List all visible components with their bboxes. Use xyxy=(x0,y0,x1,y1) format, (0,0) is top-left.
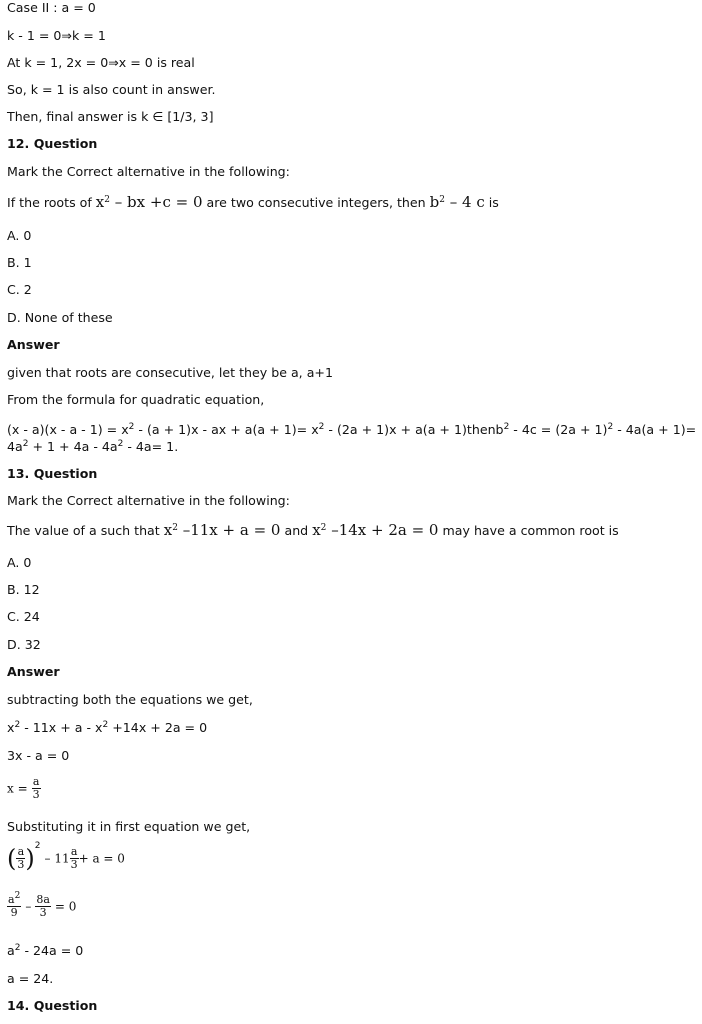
q12-stem-middle: are two consecutive integers, then xyxy=(206,195,426,210)
q13-answer-heading: Answer xyxy=(7,664,60,679)
q12-option-c: C. 2 xyxy=(7,282,32,297)
q13-step-3: $a^2 - 24a = 0$ xyxy=(7,943,84,958)
q13-x-equals-a-over-3: x = $\frac{a}{3}$ xyxy=(7,775,40,801)
q13-fraction-equation: $\frac{a^2}{9}$ – $\frac{8a}{3}$ = 0 xyxy=(8,891,77,919)
q13-heading: 13. Question xyxy=(7,466,98,481)
q13-explanation-2: Substituting it in first equation we get, xyxy=(7,819,251,834)
q12-explanation-1: given that roots are consecutive, let they be a, a+1 xyxy=(7,365,333,380)
q12-derivation-line-1: $(x - a)(x - a - 1) = x^2 - (a + 1)x$ - ax + $a(a + 1)= x^2 - (2a + 1)x + a(a$ + 1)thenb$^2$ - $4c = (2a + 1)^2 - 4a(a + 1)=$ xyxy=(7,422,697,437)
q13-explanation-1: subtracting both the equations we get, xyxy=(7,692,253,707)
q13-step-1: $x^2 - 11x + a - x^2 +14x + 2a = 0$ xyxy=(7,720,208,735)
k-equation-line: k - 1 = 0⇒k = 1 xyxy=(7,28,106,43)
q12-equation: $x^2$ – bx +c = 0 xyxy=(95,193,203,211)
so-k-line: So, k = 1 is also count in answer. xyxy=(7,82,216,97)
q12-option-a: A. 0 xyxy=(7,228,32,243)
q12-instruction: Mark the Correct alternative in the following: xyxy=(7,164,290,179)
q13-option-a: A. 0 xyxy=(7,555,32,570)
q13-stem-and: and xyxy=(284,523,309,538)
final-answer-line: Then, final answer is k ∈ [1/3, 3] xyxy=(7,109,214,124)
q12-stem-end: is xyxy=(488,195,499,210)
q13-option-c: C. 24 xyxy=(7,609,40,624)
q12-stem xyxy=(7,194,499,211)
q12-explanation-2: From the formula for quadratic equation, xyxy=(7,392,265,407)
q13-option-d: D. 32 xyxy=(7,637,41,652)
q12-derivation-line-2: $4a^2 + 1 + 4a - 4a^2 - 4a= 1$. xyxy=(7,439,179,454)
q13-stem-start: The value of a such that xyxy=(7,523,160,538)
q12-expression: $b^2 - 4$ c xyxy=(429,193,485,211)
q13-stem xyxy=(7,522,619,539)
q12-option-d: D. None of these xyxy=(7,310,113,325)
q12-stem-start: If the roots of xyxy=(7,195,92,210)
q13-step-4: a = 24. xyxy=(7,971,54,986)
q13-instruction: Mark the Correct alternative in the following: xyxy=(7,493,290,508)
q13-stem-end: may have a common root is xyxy=(442,523,619,538)
at-k-line: At k = 1, 2x = 0⇒x = 0 is real xyxy=(7,55,195,70)
q13-option-b: B. 12 xyxy=(7,582,40,597)
q14-heading: 14. Question xyxy=(7,998,98,1013)
fraction-a-over-3: $\frac{a}{3}$ xyxy=(32,775,40,801)
case-two-line: Case II : a = 0 xyxy=(7,0,96,15)
q12-answer-heading: Answer xyxy=(7,337,60,352)
q13-step-2: 3x - a = 0 xyxy=(7,748,70,763)
q12-heading: 12. Question xyxy=(7,136,98,151)
q13-substitution: ( $\frac{a}{3}$ )$^2$ – 11 $\frac{a}{3}$ + a = 0 xyxy=(7,841,125,873)
q12-option-b: B. 1 xyxy=(7,255,32,270)
q13-equation-2: $x^2$ –14x + 2a = 0 xyxy=(312,521,439,539)
q13-equation-1: $x^2$ –11x + a = 0 xyxy=(163,521,281,539)
